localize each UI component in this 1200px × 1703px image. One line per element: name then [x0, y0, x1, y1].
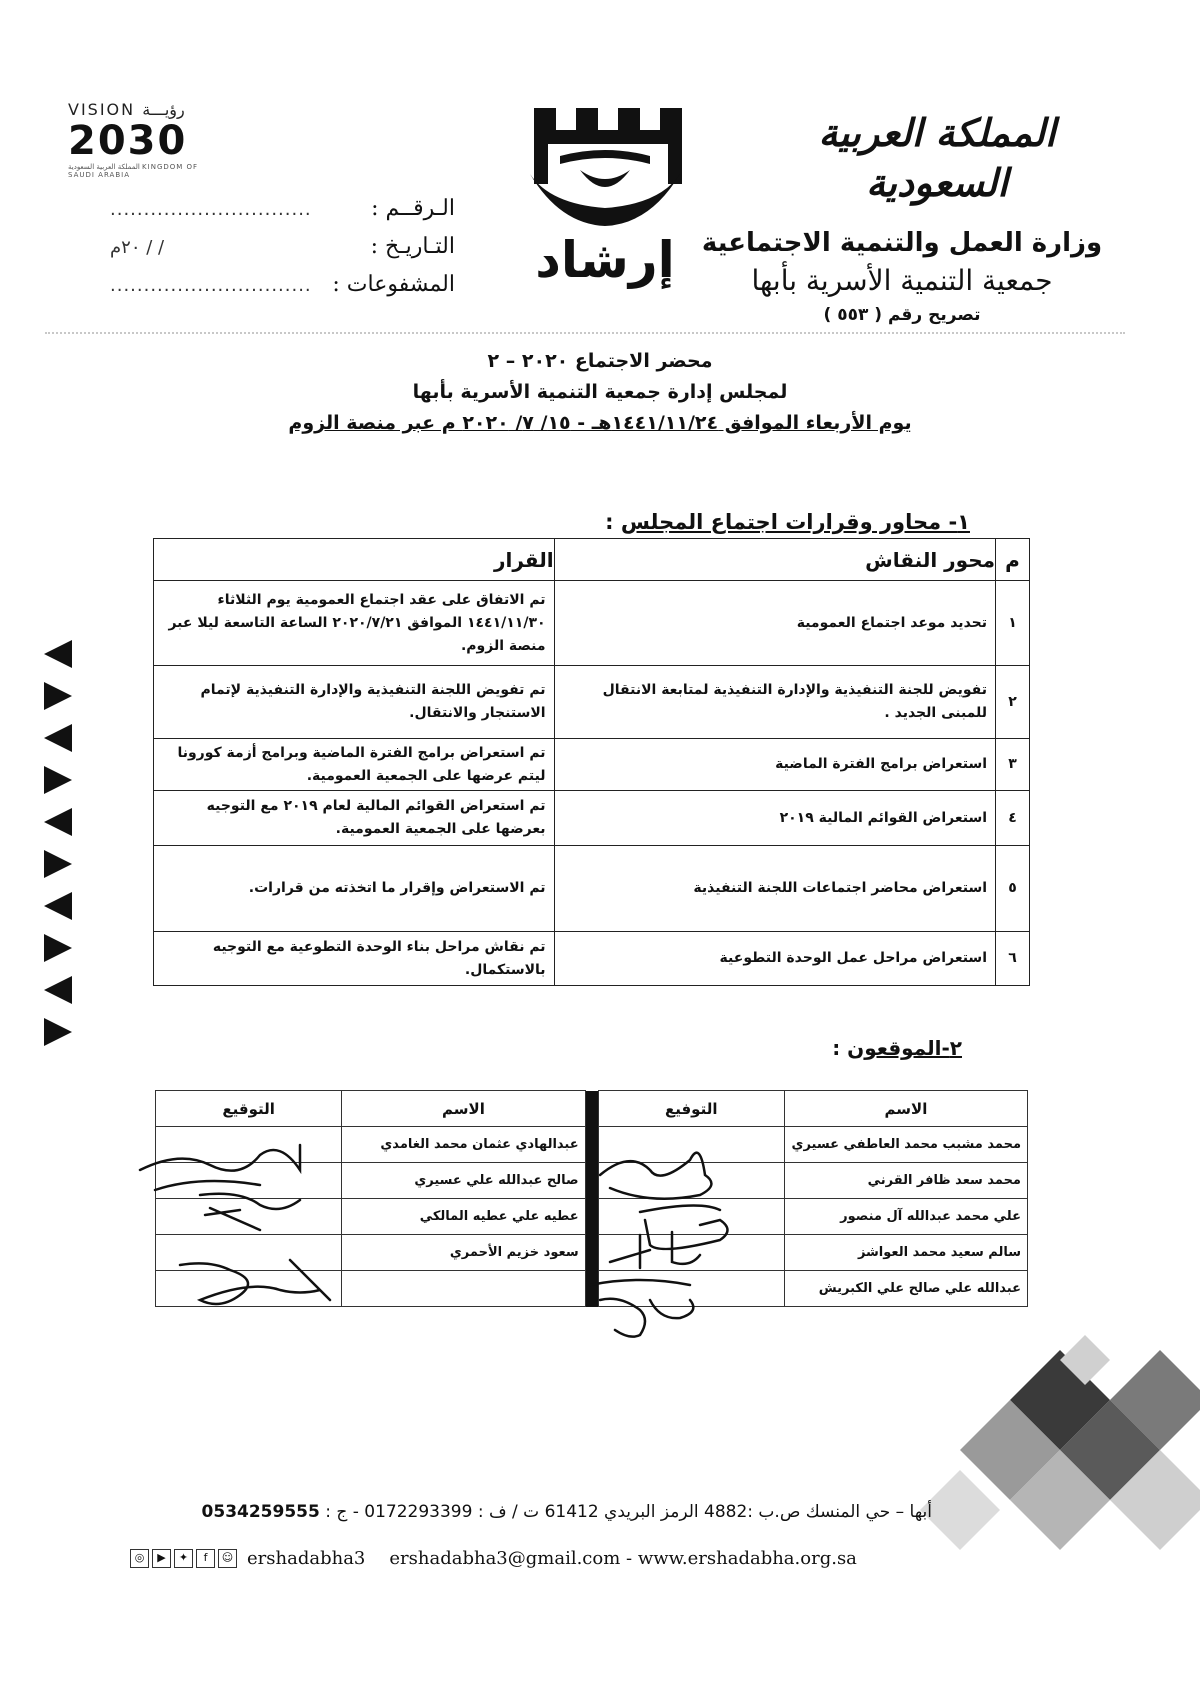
ref-date-value: / / ٢٠م [110, 237, 165, 258]
table-row [156, 1235, 1028, 1271]
row-num: ٤ [996, 791, 1030, 846]
row-decision: تم تفويض اللجنة التنفيذية والإدارة التنفيذية لإتمام الاستنجار والانتقال. [154, 666, 555, 739]
mobile-number: 0534259555 [201, 1502, 320, 1522]
ref-date-label: التـاريـخ : [370, 234, 455, 259]
signature-cell [156, 1235, 342, 1271]
row-num: ٢ [996, 666, 1030, 739]
row-decision: تم استعراض القوائم المالية لعام ٢٠١٩ مع التوجيه بعرضها على الجمعية العمومية. [154, 791, 555, 846]
footer-address [202, 1502, 932, 1522]
table-row [154, 581, 1030, 666]
signatory-name: علي محمد عبدالله آل منصور [784, 1199, 1027, 1235]
row-topic: تفويض للجنة التنفيذية والإدارة التنفيذية لمتابعة الانتقال للمبنى الجديد . [554, 666, 995, 739]
signature-cell [598, 1235, 784, 1271]
column-separator [585, 1127, 598, 1163]
signatory-name [342, 1271, 585, 1307]
signature-cell [156, 1271, 342, 1307]
reference-fields [110, 196, 455, 310]
table-row [154, 932, 1030, 986]
instagram-icon[interactable]: ◎ [130, 1549, 149, 1568]
header-divider [45, 332, 1125, 334]
association-name: جمعية التنمية الأسرية بأبها [751, 264, 1053, 297]
permit-number: تصريح رقم ( ٥٥٣ ) [823, 305, 981, 325]
ref-attachments-value: .............................. [110, 275, 312, 296]
vision-label: VISION رؤيـــة [68, 100, 185, 119]
minutes-title [200, 346, 1000, 439]
row-topic: استعراض محاضر اجتماعات اللجنة التنفيذية [554, 846, 995, 932]
decorative-diamonds [920, 1300, 1200, 1560]
table-row [154, 846, 1030, 932]
signatories-header-row [156, 1091, 1028, 1127]
signature-cell [598, 1163, 784, 1199]
signatory-name: عبدالهادي عثمان محمد الغامدي [342, 1127, 585, 1163]
ref-number-label: الـرقــم : [371, 196, 455, 221]
section-2-title: ٢-الموقعون [847, 1036, 962, 1060]
col-header-name-right: الاسم [784, 1091, 1027, 1127]
signature-cell [156, 1199, 342, 1235]
ministry-name: وزارة العمل والتنمية الاجتماعية [701, 228, 1103, 258]
signatories-table [155, 1090, 1028, 1307]
row-decision: تم استعراض برامج الفترة الماضية وبرامج أزمة كورونا ليتم عرضها على الجمعية العمومية. [154, 739, 555, 791]
column-separator [585, 1271, 598, 1307]
row-topic: استعراض برامج الفترة الماضية [554, 739, 995, 791]
row-topic: استعراض مراحل عمل الوحدة التطوعية [554, 932, 995, 986]
signature-cell [598, 1127, 784, 1163]
row-num: ٣ [996, 739, 1030, 791]
section-1-colon: : [605, 510, 621, 534]
footer-contact [130, 1548, 857, 1569]
ref-number-value: .............................. [110, 199, 312, 220]
twitter-icon[interactable]: ✦ [174, 1549, 193, 1568]
row-num: ١ [996, 581, 1030, 666]
social-handle[interactable]: ershadabha3 [247, 1548, 366, 1569]
ref-attachments-label: المشفوعات : [332, 272, 455, 297]
vision-2030-logo [68, 100, 228, 195]
signature-cell [156, 1163, 342, 1199]
snapchat-icon[interactable]: ☺ [218, 1549, 237, 1568]
youtube-icon[interactable]: ▶ [152, 1549, 171, 1568]
col-header-name-left: الاسم [342, 1091, 585, 1127]
column-separator [585, 1235, 598, 1271]
col-header-sign-left: التوقيع [156, 1091, 342, 1127]
table-row [156, 1163, 1028, 1199]
social-icons [130, 1549, 237, 1568]
row-decision: تم نقاش مراحل بناء الوحدة التطوعية مع التوجيه بالاستكمال. [154, 932, 555, 986]
ershad-wordmark: إرشاد [535, 231, 675, 289]
col-header-decision: القرار [154, 539, 555, 581]
signatory-name: محمد سعد ظافر القرني [784, 1163, 1027, 1199]
col-header-topic: محور النقاش [554, 539, 995, 581]
signatory-name: سعود خزيم الأحمري [342, 1235, 585, 1271]
column-separator [585, 1091, 598, 1127]
row-topic: استعراض القوائم المالية ٢٠١٩ [554, 791, 995, 846]
row-topic: تحديد موعد اجتماع العمومية [554, 581, 995, 666]
table-row [154, 791, 1030, 846]
signatory-name: عبدالله علي صالح علي الكبريش [784, 1271, 1027, 1307]
ref-date-row [110, 234, 455, 272]
table-row [156, 1127, 1028, 1163]
signature-cell [598, 1271, 784, 1307]
section-1-title: ١- محاور وقرارات اجتماع المجلس [620, 510, 970, 534]
ref-number-row [110, 196, 455, 234]
row-decision: تم الاتفاق على عقد اجتماع العمومية يوم الثلاثاء ١٤٤١/١١/٣٠ الموافق ٢٠٢٠/٧/٢١ الساعة التاسعة ليلا عبر منصة الزوم. [154, 581, 555, 666]
signature-cell [156, 1127, 342, 1163]
signatory-name: محمد مشبب محمد العاطفي عسيري [784, 1127, 1027, 1163]
vision-year: 2030 [68, 118, 188, 164]
decorative-arrows [42, 640, 74, 1050]
signatory-name: سالم سعيد محمد العواشز [784, 1235, 1027, 1271]
column-separator [585, 1163, 598, 1199]
column-separator [585, 1199, 598, 1235]
table-row [156, 1271, 1028, 1307]
row-num: ٥ [996, 846, 1030, 932]
table-row [156, 1199, 1028, 1235]
row-num: ٦ [996, 932, 1030, 986]
signature-cell [598, 1199, 784, 1235]
col-header-num: م [996, 539, 1030, 581]
signatory-name: عطيه علي عطيه المالكي [342, 1199, 585, 1235]
col-header-sign-right: التوفيع [598, 1091, 784, 1127]
ershad-logo-icon [520, 104, 690, 234]
letterhead-org [692, 108, 1112, 325]
address-text: أبها – حي المنسك ص.ب :4882 الرمز البريدي 61412 ت / ف : 0172293399 - ج : [319, 1502, 932, 1522]
ref-attachments-row [110, 272, 455, 310]
section-1-heading [605, 510, 970, 534]
kingdom-name: المملكة العربية السعودية [818, 110, 1056, 205]
table-row [154, 739, 1030, 791]
ershad-logo [520, 104, 690, 290]
table-row [154, 666, 1030, 739]
title-line-3: يوم الأربعاء الموافق ١٤٤١/١١/٢٤هـ - ١٥/ ٧/ ٢٠٢٠ م عبر منصة الزوم [288, 412, 912, 434]
row-decision: تم الاستعراض وإقرار ما اتخذته من قرارات. [154, 846, 555, 932]
title-line-2: لمجلس إدارة جمعية التنمية الأسرية بأبها [412, 381, 788, 403]
vision-subtitle: المملكة العربية السعودية KINGDOM OF SAUDI ARABIA [68, 163, 199, 179]
contact-links[interactable]: ershadabha3@gmail.com - www.ershadabha.org.sa [389, 1548, 857, 1569]
facebook-icon[interactable]: f [196, 1549, 215, 1568]
title-line-1: محضر الاجتماع ٢٠٢٠ – ٢ [487, 350, 713, 372]
agenda-table [153, 538, 1030, 986]
section-2-colon: : [832, 1036, 848, 1060]
section-2-heading [832, 1036, 962, 1060]
agenda-header-row [154, 539, 1030, 581]
signatory-name: صالح عبدالله علي عسيري [342, 1163, 585, 1199]
